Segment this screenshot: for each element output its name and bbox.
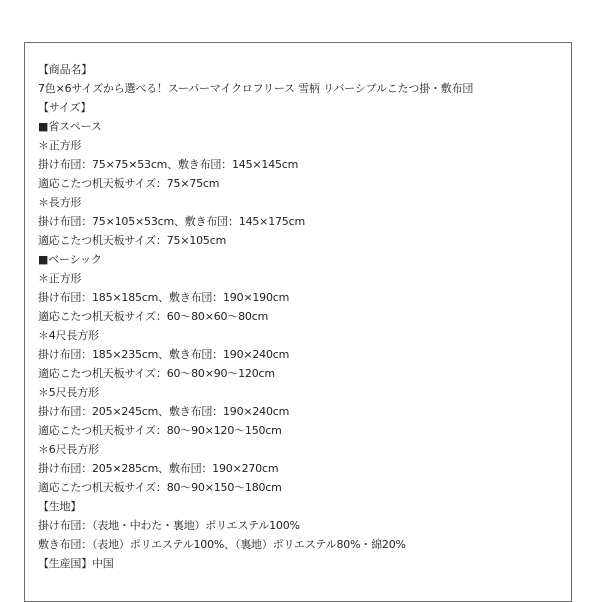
size-type-rectangle: ＊長方形 <box>38 196 82 209</box>
size-type-6shaku: ＊6尺長方形 <box>38 443 99 456</box>
size-detail: 掛け布団：75×75×53cm、敷き布団：145×145cm <box>38 158 299 171</box>
table-size-detail: 適応こたつ机天板サイズ：80〜90×150〜180cm <box>38 481 282 494</box>
table-size-detail: 適応こたつ机天板サイズ：80〜90×120〜150cm <box>38 424 282 437</box>
table-size-detail: 適応こたつ机天板サイズ：75×75cm <box>38 177 220 190</box>
size-detail: 掛け布団：205×245cm、敷き布団：190×240cm <box>38 405 290 418</box>
size-type-5shaku: ＊5尺長方形 <box>38 386 99 399</box>
size-type-square: ＊正方形 <box>38 139 82 152</box>
material-detail: 掛け布団：（表地・中わた・裏地）ポリエステル100% <box>38 519 300 532</box>
size-detail: 掛け布団：185×185cm、敷き布団：190×190cm <box>38 291 290 304</box>
table-size-detail: 適応こたつ机天板サイズ：75×105cm <box>38 234 227 247</box>
table-size-detail: 適応こたつ机天板サイズ：60〜80×90〜120cm <box>38 367 275 380</box>
size-detail: 掛け布団：185×235cm、敷き布団：190×240cm <box>38 348 290 361</box>
product-name: 7色×6サイズから選べる！スーパーマイクロフリース 雪柄 リバーシブルこたつ掛・敷布団 <box>38 82 474 95</box>
size-detail: 掛け布団：75×105×53cm、敷き布団：145×175cm <box>38 215 305 228</box>
material-heading: 【生地】 <box>38 500 82 513</box>
material-detail: 敷き布団：（表地）ポリエステル100%、（裏地）ポリエステル80%・綿20% <box>38 538 406 551</box>
size-type-4shaku: ＊4尺長方形 <box>38 329 99 342</box>
size-detail: 掛け布団：205×285cm、敷布団：190×270cm <box>38 462 279 475</box>
size-type-square: ＊正方形 <box>38 272 82 285</box>
size-group-basic: ■ベーシック <box>38 253 102 266</box>
size-group-compact: ■省スペース <box>38 120 102 133</box>
size-heading: 【サイズ】 <box>38 101 92 114</box>
product-spec-text <box>38 60 473 573</box>
product-name-heading: 【商品名】 <box>38 63 92 76</box>
country-of-origin: 【生産国】中国 <box>38 557 114 570</box>
table-size-detail: 適応こたつ机天板サイズ：60〜80×60〜80cm <box>38 310 269 323</box>
